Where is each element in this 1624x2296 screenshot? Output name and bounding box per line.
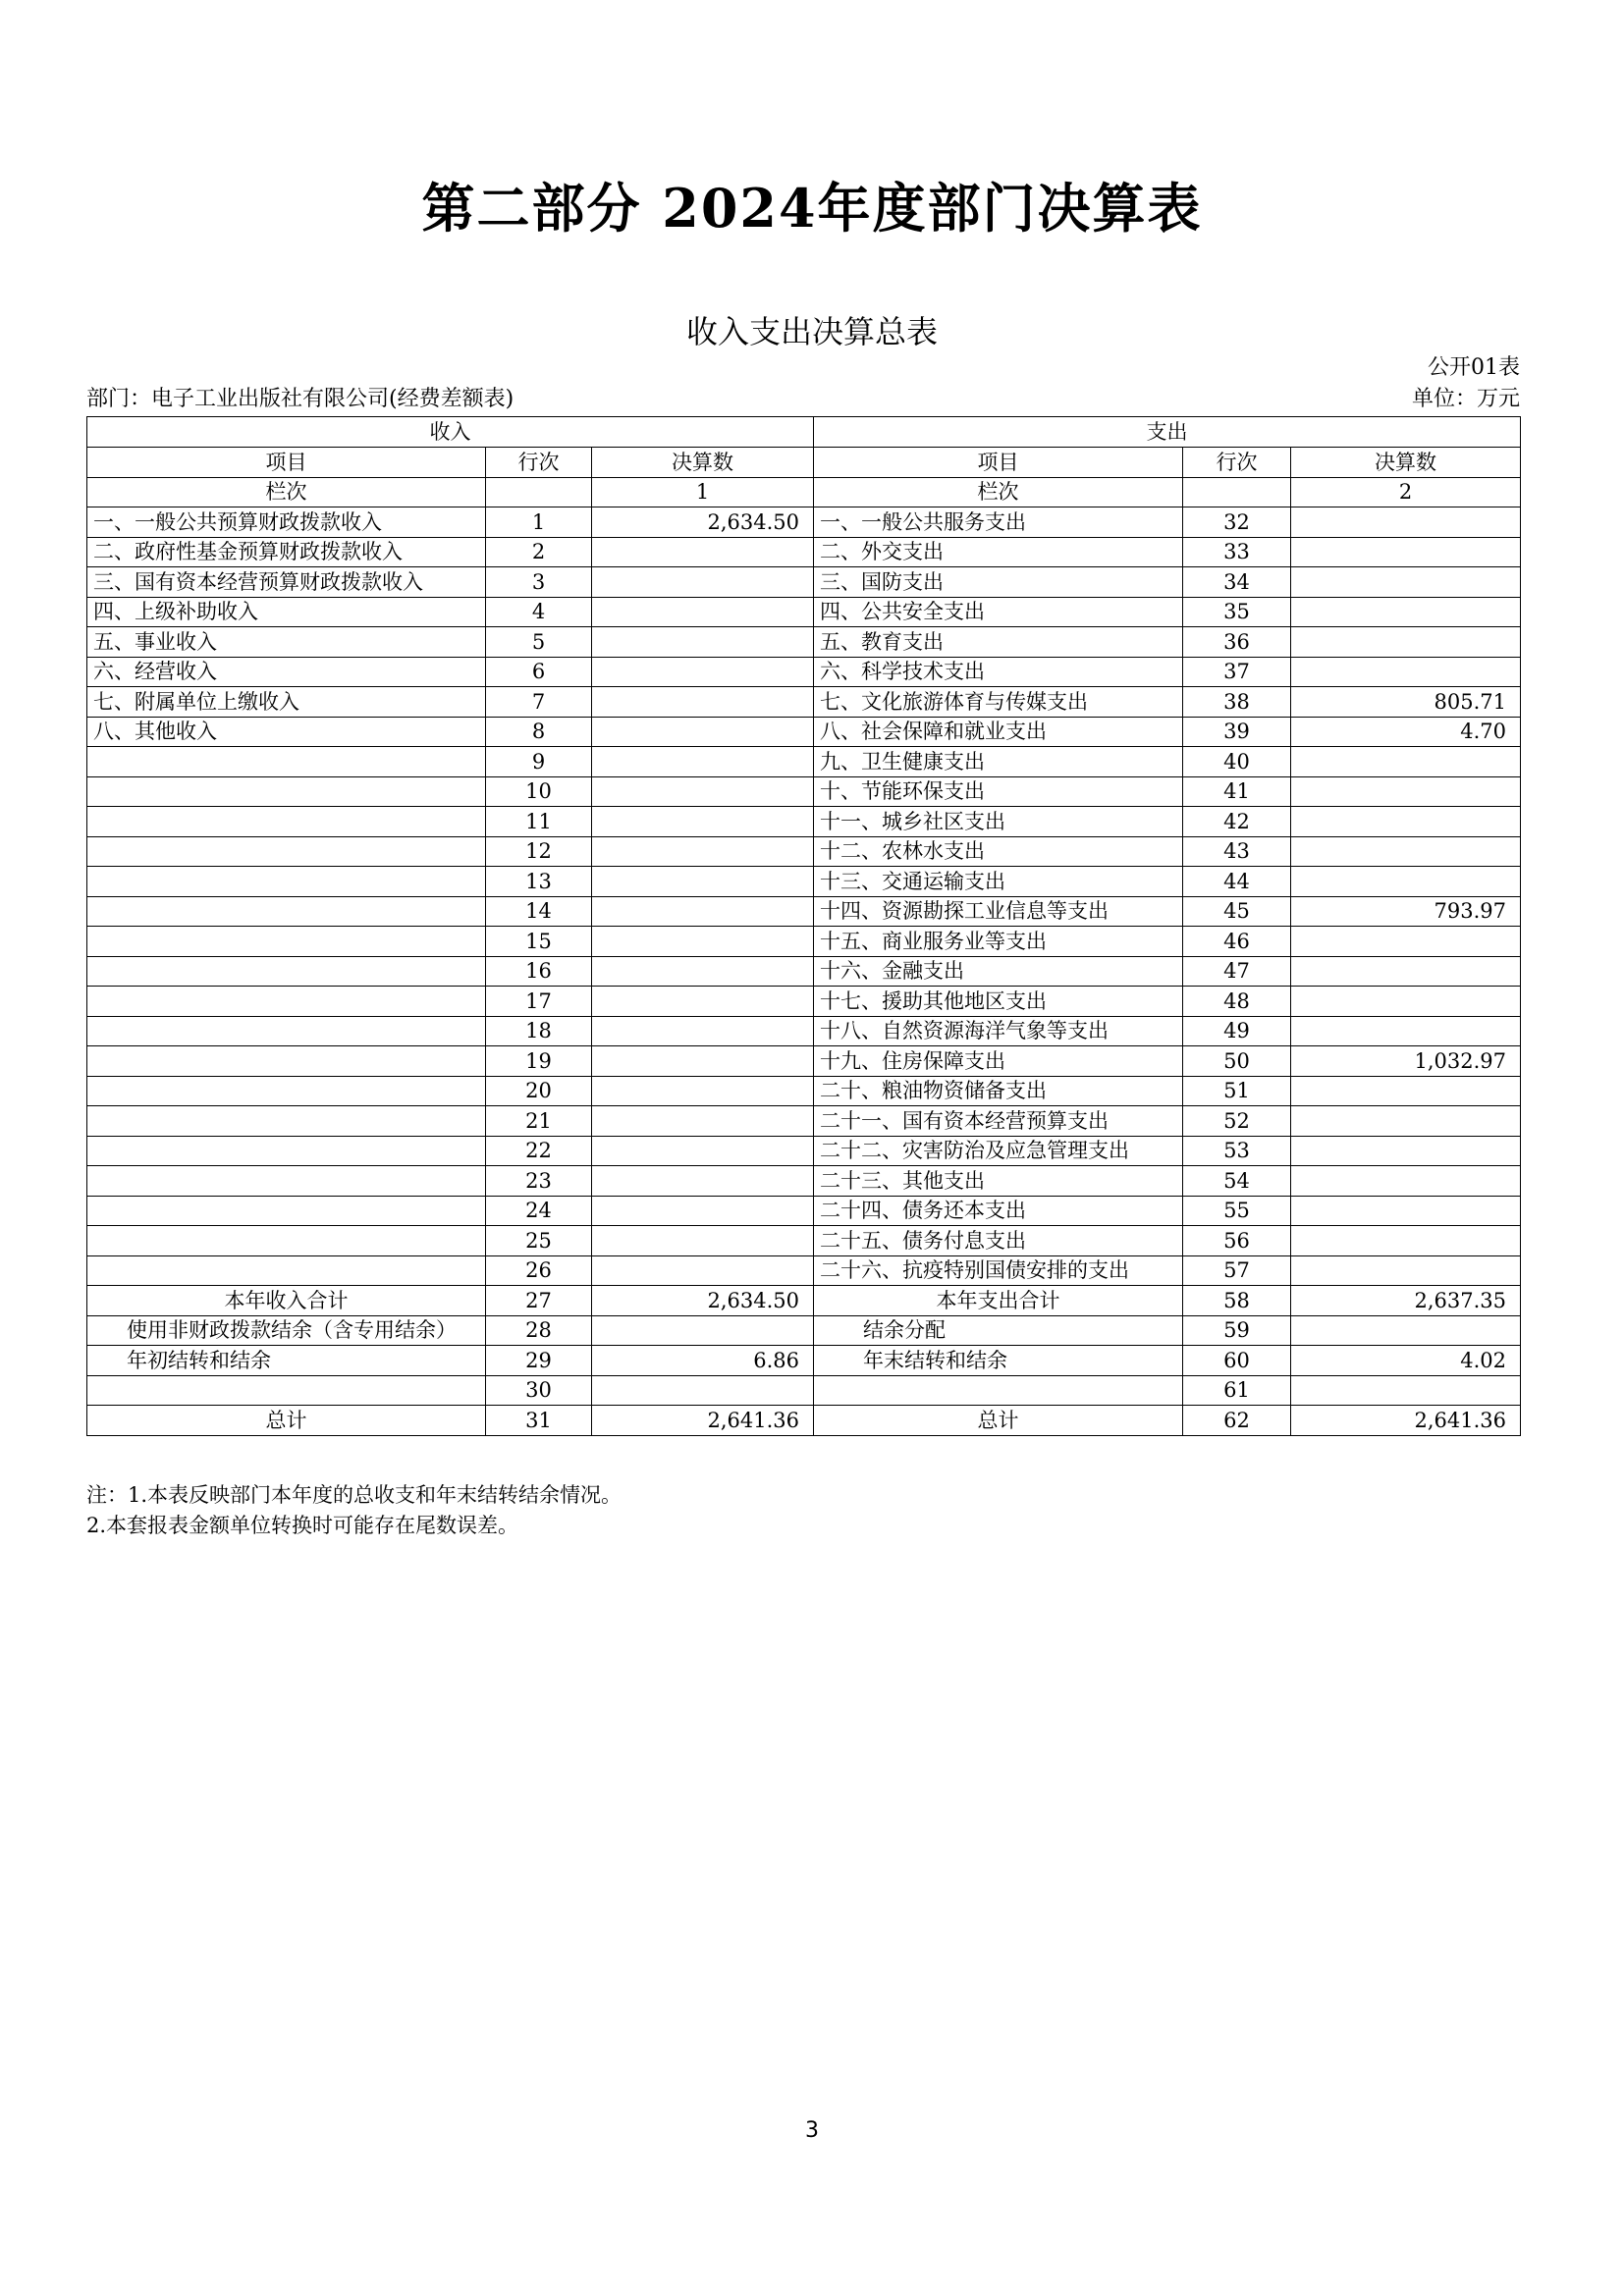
table-row bbox=[87, 807, 1521, 837]
expense-item: 二十四、债务还本支出 bbox=[814, 1196, 1183, 1226]
income-row-no: 18 bbox=[486, 1016, 592, 1046]
expense-amount: 793.97 bbox=[1291, 896, 1521, 927]
expense-amount-header: 决算数 bbox=[1291, 448, 1521, 478]
income-item bbox=[87, 1076, 486, 1106]
expense-summary-amount bbox=[1291, 1315, 1521, 1346]
income-amount bbox=[592, 836, 814, 867]
income-summary-amount bbox=[592, 1375, 814, 1406]
page-title: 第二部分 2024年度部门决算表 bbox=[421, 177, 1203, 240]
income-amount bbox=[592, 717, 814, 747]
income-summary-row-no: 28 bbox=[486, 1315, 592, 1346]
income-row-no: 6 bbox=[486, 657, 592, 687]
income-row-no: 10 bbox=[486, 776, 592, 807]
summary-row bbox=[87, 1346, 1521, 1376]
expense-amount bbox=[1291, 807, 1521, 837]
expense-row-no: 33 bbox=[1183, 537, 1291, 567]
income-amount bbox=[592, 1016, 814, 1046]
income-row-no: 26 bbox=[486, 1255, 592, 1286]
expense-summary-row-no: 59 bbox=[1183, 1315, 1291, 1346]
income-amount bbox=[592, 896, 814, 927]
income-amount bbox=[592, 1255, 814, 1286]
expense-summary-row-no: 62 bbox=[1183, 1406, 1291, 1436]
income-amount bbox=[592, 956, 814, 987]
expense-column-index-blank bbox=[1183, 477, 1291, 507]
income-amount bbox=[592, 747, 814, 777]
income-item bbox=[87, 1016, 486, 1046]
income-amount bbox=[592, 1136, 814, 1166]
income-item bbox=[87, 1136, 486, 1166]
income-row-no: 25 bbox=[486, 1226, 592, 1256]
income-row-no: 23 bbox=[486, 1166, 592, 1197]
expense-item: 十四、资源勘探工业信息等支出 bbox=[814, 896, 1183, 927]
table-row bbox=[87, 987, 1521, 1017]
expense-summary-row-no: 58 bbox=[1183, 1286, 1291, 1316]
income-amount: 2,634.50 bbox=[592, 507, 814, 538]
expense-amount bbox=[1291, 956, 1521, 987]
expense-item-header: 项目 bbox=[814, 448, 1183, 478]
expense-row-no: 57 bbox=[1183, 1255, 1291, 1286]
expense-amount bbox=[1291, 1016, 1521, 1046]
expense-item: 十七、援助其他地区支出 bbox=[814, 987, 1183, 1017]
income-row-no: 16 bbox=[486, 956, 592, 987]
table-row bbox=[87, 1106, 1521, 1137]
table-row bbox=[87, 867, 1521, 897]
table-row bbox=[87, 1226, 1521, 1256]
table-row bbox=[87, 1255, 1521, 1286]
income-row-no: 17 bbox=[486, 987, 592, 1017]
income-item bbox=[87, 776, 486, 807]
table-row bbox=[87, 1016, 1521, 1046]
income-row-no: 20 bbox=[486, 1076, 592, 1106]
expense-row-no: 39 bbox=[1183, 717, 1291, 747]
income-summary-amount: 2,634.50 bbox=[592, 1286, 814, 1316]
income-summary-item: 年初结转和结余 bbox=[87, 1346, 486, 1376]
expense-row-no: 43 bbox=[1183, 836, 1291, 867]
expense-amount: 805.71 bbox=[1291, 687, 1521, 718]
expense-row-no: 45 bbox=[1183, 896, 1291, 927]
income-item: 四、上级补助收入 bbox=[87, 597, 486, 627]
table-row bbox=[87, 776, 1521, 807]
expense-summary-item: 结余分配 bbox=[814, 1315, 1183, 1346]
expense-summary-row-no: 60 bbox=[1183, 1346, 1291, 1376]
expense-amount bbox=[1291, 567, 1521, 598]
expense-row-no: 55 bbox=[1183, 1196, 1291, 1226]
expense-row-no: 52 bbox=[1183, 1106, 1291, 1137]
column-header-row bbox=[87, 448, 1521, 478]
income-row-no-header: 行次 bbox=[486, 448, 592, 478]
table-row bbox=[87, 567, 1521, 598]
income-item: 六、经营收入 bbox=[87, 657, 486, 687]
income-amount bbox=[592, 1106, 814, 1137]
table-row bbox=[87, 956, 1521, 987]
expense-amount bbox=[1291, 1076, 1521, 1106]
unit-label: 单位：万元 bbox=[1411, 387, 1520, 411]
note-2: 2.本套报表金额单位转换时可能存在尾数误差。 bbox=[86, 1514, 519, 1537]
expense-amount bbox=[1291, 747, 1521, 777]
expense-summary-amount: 2,637.35 bbox=[1291, 1286, 1521, 1316]
expense-item: 十五、商业服务业等支出 bbox=[814, 927, 1183, 957]
income-amount bbox=[592, 1046, 814, 1077]
income-item: 八、其他收入 bbox=[87, 717, 486, 747]
table-row bbox=[87, 1046, 1521, 1077]
expense-row-no: 49 bbox=[1183, 1016, 1291, 1046]
summary-row bbox=[87, 1286, 1521, 1316]
expense-row-no: 37 bbox=[1183, 657, 1291, 687]
expense-row-no: 48 bbox=[1183, 987, 1291, 1017]
table-row bbox=[87, 836, 1521, 867]
note-1: 注：1.本表反映部门本年度的总收支和年末结转结余情况。 bbox=[86, 1483, 623, 1507]
table-row bbox=[87, 627, 1521, 658]
table-title: 收入支出决算总表 bbox=[685, 313, 938, 350]
expense-row-no: 36 bbox=[1183, 627, 1291, 658]
expense-item: 十六、金融支出 bbox=[814, 956, 1183, 987]
income-row-no: 11 bbox=[486, 807, 592, 837]
expense-amount bbox=[1291, 1255, 1521, 1286]
table-row bbox=[87, 687, 1521, 718]
expense-item: 二十、粮油物资储备支出 bbox=[814, 1076, 1183, 1106]
expense-item: 四、公共安全支出 bbox=[814, 597, 1183, 627]
income-amount bbox=[592, 987, 814, 1017]
expense-item: 二十三、其他支出 bbox=[814, 1166, 1183, 1197]
expense-item: 六、科学技术支出 bbox=[814, 657, 1183, 687]
income-row-no: 8 bbox=[486, 717, 592, 747]
expense-amount: 1,032.97 bbox=[1291, 1046, 1521, 1077]
expense-amount bbox=[1291, 1136, 1521, 1166]
expense-row-no: 35 bbox=[1183, 597, 1291, 627]
summary-row bbox=[87, 1406, 1521, 1436]
income-summary-row-no: 31 bbox=[486, 1406, 592, 1436]
income-amount bbox=[592, 776, 814, 807]
table-row bbox=[87, 1166, 1521, 1197]
expense-item: 九、卫生健康支出 bbox=[814, 747, 1183, 777]
expense-group-header: 支出 bbox=[814, 417, 1521, 448]
expense-row-no: 50 bbox=[1183, 1046, 1291, 1077]
income-amount bbox=[592, 807, 814, 837]
income-item bbox=[87, 1046, 486, 1077]
income-summary-amount: 6.86 bbox=[592, 1346, 814, 1376]
table-row bbox=[87, 597, 1521, 627]
notes bbox=[86, 1480, 622, 1541]
income-item: 三、国有资本经营预算财政拨款收入 bbox=[87, 567, 486, 598]
income-amount bbox=[592, 567, 814, 598]
income-column-index: 1 bbox=[592, 477, 814, 507]
income-item bbox=[87, 1166, 486, 1197]
income-amount bbox=[592, 627, 814, 658]
income-row-no: 5 bbox=[486, 627, 592, 658]
expense-summary-row-no: 61 bbox=[1183, 1375, 1291, 1406]
expense-item: 十、节能环保支出 bbox=[814, 776, 1183, 807]
expense-item: 十二、农林水支出 bbox=[814, 836, 1183, 867]
income-amount bbox=[592, 1196, 814, 1226]
expense-amount bbox=[1291, 597, 1521, 627]
income-column-index-blank bbox=[486, 477, 592, 507]
table-body bbox=[87, 507, 1521, 1436]
table-row bbox=[87, 747, 1521, 777]
income-amount-header: 决算数 bbox=[592, 448, 814, 478]
expense-amount bbox=[1291, 1166, 1521, 1197]
expense-amount bbox=[1291, 927, 1521, 957]
income-summary-amount bbox=[592, 1315, 814, 1346]
table-row bbox=[87, 1136, 1521, 1166]
expense-row-no: 54 bbox=[1183, 1166, 1291, 1197]
table-row bbox=[87, 1076, 1521, 1106]
income-item bbox=[87, 1106, 486, 1137]
expense-row-no: 56 bbox=[1183, 1226, 1291, 1256]
income-row-no: 21 bbox=[486, 1106, 592, 1137]
income-item-header: 项目 bbox=[87, 448, 486, 478]
income-summary-item: 总计 bbox=[87, 1406, 486, 1436]
expense-item: 十八、自然资源海洋气象等支出 bbox=[814, 1016, 1183, 1046]
income-item bbox=[87, 867, 486, 897]
expense-column-label: 栏次 bbox=[814, 477, 1183, 507]
expense-item: 三、国防支出 bbox=[814, 567, 1183, 598]
expense-amount bbox=[1291, 1226, 1521, 1256]
expense-row-no: 40 bbox=[1183, 747, 1291, 777]
expense-row-no: 44 bbox=[1183, 867, 1291, 897]
expense-row-no: 38 bbox=[1183, 687, 1291, 718]
income-item bbox=[87, 1255, 486, 1286]
expense-item: 十一、城乡社区支出 bbox=[814, 807, 1183, 837]
income-expense-table bbox=[86, 416, 1521, 1436]
expense-item: 二十二、灾害防治及应急管理支出 bbox=[814, 1136, 1183, 1166]
expense-row-no: 34 bbox=[1183, 567, 1291, 598]
income-item bbox=[87, 1226, 486, 1256]
income-summary-item bbox=[87, 1375, 486, 1406]
income-group-header: 收入 bbox=[87, 417, 814, 448]
income-item bbox=[87, 896, 486, 927]
income-item: 五、事业收入 bbox=[87, 627, 486, 658]
income-item: 一、一般公共预算财政拨款收入 bbox=[87, 507, 486, 538]
expense-item: 十九、住房保障支出 bbox=[814, 1046, 1183, 1077]
page-number: 3 bbox=[805, 2118, 819, 2143]
income-summary-amount: 2,641.36 bbox=[592, 1406, 814, 1436]
expense-summary-item: 本年支出合计 bbox=[814, 1286, 1183, 1316]
summary-row bbox=[87, 1375, 1521, 1406]
income-amount bbox=[592, 927, 814, 957]
expense-amount bbox=[1291, 987, 1521, 1017]
expense-row-no: 32 bbox=[1183, 507, 1291, 538]
table-row bbox=[87, 1196, 1521, 1226]
expense-amount bbox=[1291, 867, 1521, 897]
income-item: 七、附属单位上缴收入 bbox=[87, 687, 486, 718]
expense-summary-item: 年末结转和结余 bbox=[814, 1346, 1183, 1376]
table-row bbox=[87, 896, 1521, 927]
income-row-no: 12 bbox=[486, 836, 592, 867]
income-summary-row-no: 29 bbox=[486, 1346, 592, 1376]
group-header-row bbox=[87, 417, 1521, 448]
income-summary-item: 本年收入合计 bbox=[87, 1286, 486, 1316]
income-row-no: 1 bbox=[486, 507, 592, 538]
income-item bbox=[87, 927, 486, 957]
summary-row bbox=[87, 1315, 1521, 1346]
column-index-row bbox=[87, 477, 1521, 507]
expense-summary-item bbox=[814, 1375, 1183, 1406]
income-row-no: 24 bbox=[486, 1196, 592, 1226]
income-amount bbox=[592, 657, 814, 687]
expense-summary-item: 总计 bbox=[814, 1406, 1183, 1436]
expense-row-no: 53 bbox=[1183, 1136, 1291, 1166]
expense-item: 一、一般公共服务支出 bbox=[814, 507, 1183, 538]
expense-row-no: 51 bbox=[1183, 1076, 1291, 1106]
expense-row-no: 46 bbox=[1183, 927, 1291, 957]
income-item bbox=[87, 836, 486, 867]
table-row bbox=[87, 507, 1521, 538]
expense-amount: 4.70 bbox=[1291, 717, 1521, 747]
expense-amount bbox=[1291, 836, 1521, 867]
income-item: 二、政府性基金预算财政拨款收入 bbox=[87, 537, 486, 567]
expense-row-no: 41 bbox=[1183, 776, 1291, 807]
expense-item: 七、文化旅游体育与传媒支出 bbox=[814, 687, 1183, 718]
expense-item: 二十六、抗疫特别国债安排的支出 bbox=[814, 1255, 1183, 1286]
expense-row-no: 42 bbox=[1183, 807, 1291, 837]
income-row-no: 13 bbox=[486, 867, 592, 897]
table-row bbox=[87, 927, 1521, 957]
expense-row-no-header: 行次 bbox=[1183, 448, 1291, 478]
income-row-no: 4 bbox=[486, 597, 592, 627]
income-row-no: 15 bbox=[486, 927, 592, 957]
expense-amount bbox=[1291, 1196, 1521, 1226]
expense-column-index: 2 bbox=[1291, 477, 1521, 507]
income-row-no: 2 bbox=[486, 537, 592, 567]
income-amount bbox=[592, 597, 814, 627]
income-summary-row-no: 30 bbox=[486, 1375, 592, 1406]
expense-item: 五、教育支出 bbox=[814, 627, 1183, 658]
income-amount bbox=[592, 1166, 814, 1197]
expense-item: 十三、交通运输支出 bbox=[814, 867, 1183, 897]
expense-item: 八、社会保障和就业支出 bbox=[814, 717, 1183, 747]
income-summary-item: 使用非财政拨款结余（含专用结余） bbox=[87, 1315, 486, 1346]
income-row-no: 14 bbox=[486, 896, 592, 927]
table-row bbox=[87, 537, 1521, 567]
form-code: 公开01表 bbox=[1428, 355, 1520, 380]
expense-amount bbox=[1291, 537, 1521, 567]
expense-amount bbox=[1291, 507, 1521, 538]
income-row-no: 7 bbox=[486, 687, 592, 718]
expense-amount bbox=[1291, 776, 1521, 807]
income-item bbox=[87, 956, 486, 987]
income-amount bbox=[592, 1226, 814, 1256]
income-amount bbox=[592, 1076, 814, 1106]
expense-amount bbox=[1291, 657, 1521, 687]
income-item bbox=[87, 807, 486, 837]
expense-summary-amount: 4.02 bbox=[1291, 1346, 1521, 1376]
income-item bbox=[87, 747, 486, 777]
expense-item: 二、外交支出 bbox=[814, 537, 1183, 567]
income-row-no: 19 bbox=[486, 1046, 592, 1077]
income-summary-row-no: 27 bbox=[486, 1286, 592, 1316]
expense-summary-amount: 2,641.36 bbox=[1291, 1406, 1521, 1436]
income-row-no: 9 bbox=[486, 747, 592, 777]
expense-item: 二十五、债务付息支出 bbox=[814, 1226, 1183, 1256]
income-row-no: 22 bbox=[486, 1136, 592, 1166]
income-amount bbox=[592, 867, 814, 897]
table-row bbox=[87, 657, 1521, 687]
expense-amount bbox=[1291, 627, 1521, 658]
table-row bbox=[87, 717, 1521, 747]
income-amount bbox=[592, 687, 814, 718]
expense-row-no: 47 bbox=[1183, 956, 1291, 987]
income-item bbox=[87, 1196, 486, 1226]
expense-item: 二十一、国有资本经营预算支出 bbox=[814, 1106, 1183, 1137]
income-amount bbox=[592, 537, 814, 567]
income-column-label: 栏次 bbox=[87, 477, 486, 507]
expense-summary-amount bbox=[1291, 1375, 1521, 1406]
income-item bbox=[87, 987, 486, 1017]
department-label: 部门：电子工业出版社有限公司(经费差额表) bbox=[86, 387, 514, 411]
income-row-no: 3 bbox=[486, 567, 592, 598]
expense-amount bbox=[1291, 1106, 1521, 1137]
